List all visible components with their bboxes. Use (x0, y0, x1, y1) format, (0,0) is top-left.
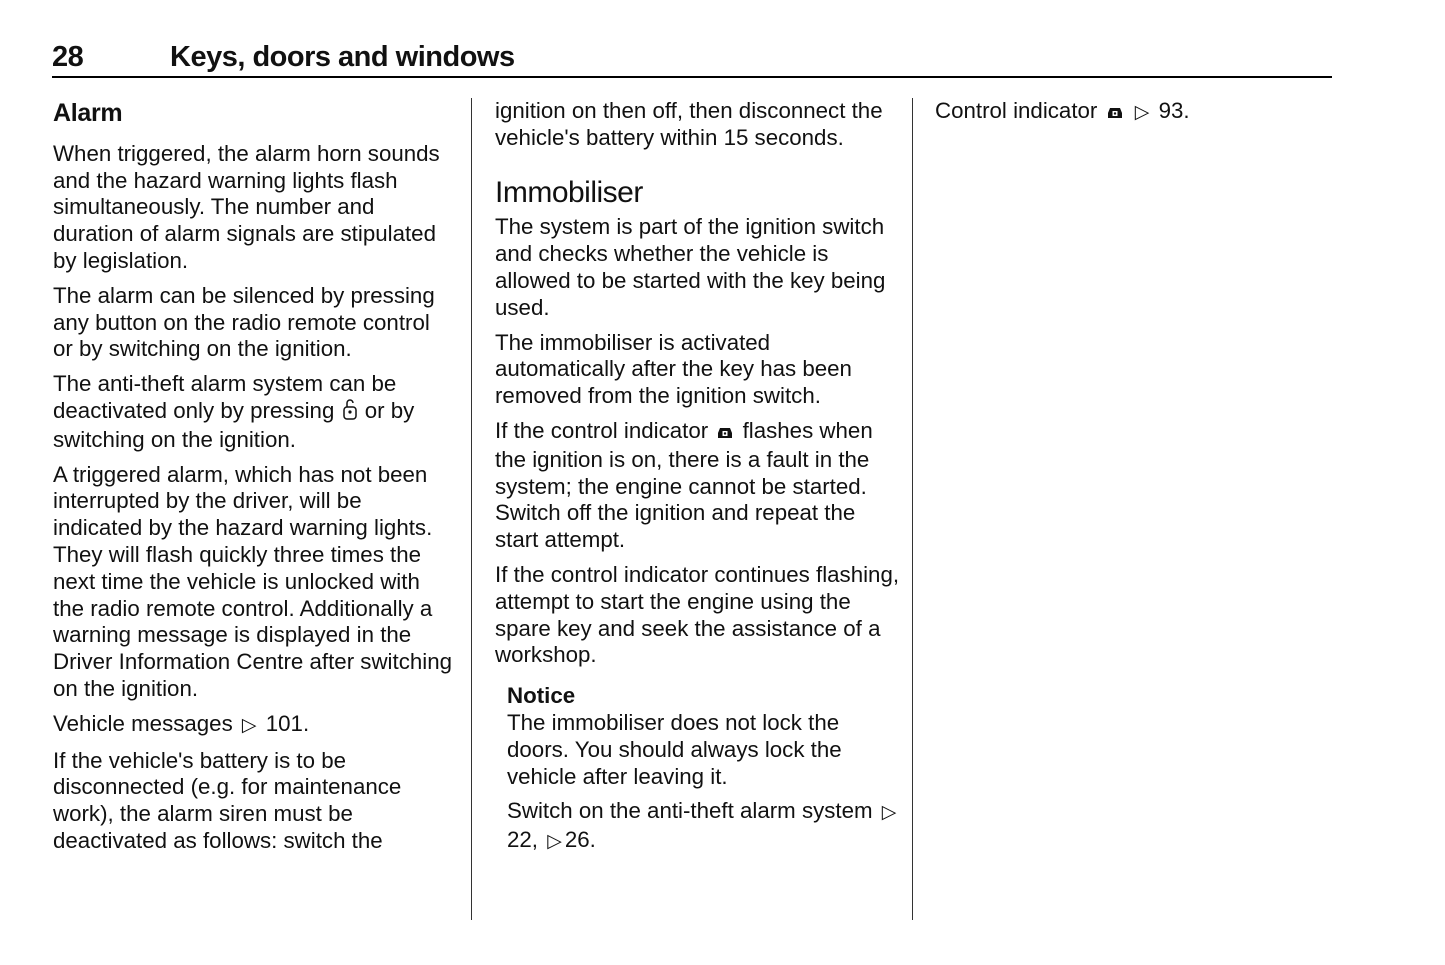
section-heading-alarm: Alarm (53, 99, 123, 127)
notice-paragraph (507, 798, 900, 856)
reference-arrow-icon: ▷ (547, 831, 562, 853)
page-header (52, 40, 1332, 78)
paragraph: The immobiliser is activated automatically after the key has been removed from the ignition switch. (495, 329, 852, 409)
notice-box (507, 683, 900, 856)
paragraph (495, 418, 900, 554)
paragraph: If the vehicle's battery is to be disconnected (e.g. for maintenance work), the alarm siren must be deactivated as follows: switch the (53, 747, 402, 853)
chapter-title: Keys, doors and windows (170, 41, 515, 73)
immobiliser-car-key-icon (716, 420, 734, 447)
paragraph (53, 371, 453, 453)
page-reference-link[interactable]: 101. (265, 710, 310, 736)
column-2 (495, 98, 900, 864)
paragraph-text: If the control indicator (495, 417, 709, 443)
paragraph-text: Switch on the anti-theft alarm system (507, 798, 873, 824)
section-heading-immobiliser: Immobiliser (495, 175, 643, 209)
paragraph-text: Vehicle messages (53, 710, 233, 736)
paragraph: If the control indicator continues flashing, attempt to start the engine using the spare key and seek the assistance of a workshop. (495, 561, 900, 668)
column-divider (471, 98, 472, 920)
paragraph: A triggered alarm, which has not been interrupted by the driver, will be indicated by the hazard warning lights. They will flash quickly three times the next time the vehicle is unlocked with the radio remote control. Additionally a warning message is displayed in the Driver Information Centre after switching on the ignition. (53, 461, 453, 701)
paragraph: ignition on then off, then disconnect the vehicle's battery within 15 seconds. (495, 98, 883, 150)
notice-heading: Notice (507, 683, 576, 709)
reference-arrow-icon: ▷ (881, 802, 897, 824)
column-3 (935, 98, 1335, 135)
notice-paragraph: The immobiliser does not lock the doors. You should always lock the vehicle after leaving it. (507, 709, 842, 789)
paragraph-text: Control indicator (935, 98, 1098, 123)
paragraph: The alarm can be silenced by pressing any button on the radio remote control or by switching on the ignition. (53, 282, 435, 362)
paragraph-text: The anti-theft alarm system can be deactivated only by pressing (53, 371, 397, 423)
page-reference-link[interactable]: 26. (564, 827, 596, 853)
paragraph (53, 711, 453, 740)
paragraph-text: or by switching on the ignition. (53, 397, 415, 452)
paragraph: The system is part of the ignition switch and checks whether the vehicle is allowed to be started with the key being used. (495, 214, 886, 320)
unlock-key-icon (343, 398, 357, 427)
paragraph (935, 98, 1335, 127)
reference-arrow-icon: ▷ (1134, 102, 1150, 123)
column-divider (912, 98, 913, 920)
reference-arrow-icon: ▷ (241, 714, 257, 736)
column-1 (53, 98, 453, 863)
page-number: 28 (52, 41, 84, 73)
paragraph: When triggered, the alarm horn sounds and the hazard warning lights flash simultaneously. The number and duration of alarm signals are stipulated by legislation. (53, 140, 440, 273)
paragraph-text: flashes when the ignition is on, there is a fault in the system; the engine cannot be started. Switch off the ignition and repeat the start attempt. (495, 417, 873, 553)
page-reference-link[interactable]: 22, (507, 827, 538, 853)
immobiliser-car-key-icon (1106, 100, 1124, 127)
page-reference-link[interactable]: 93. (1158, 98, 1190, 123)
